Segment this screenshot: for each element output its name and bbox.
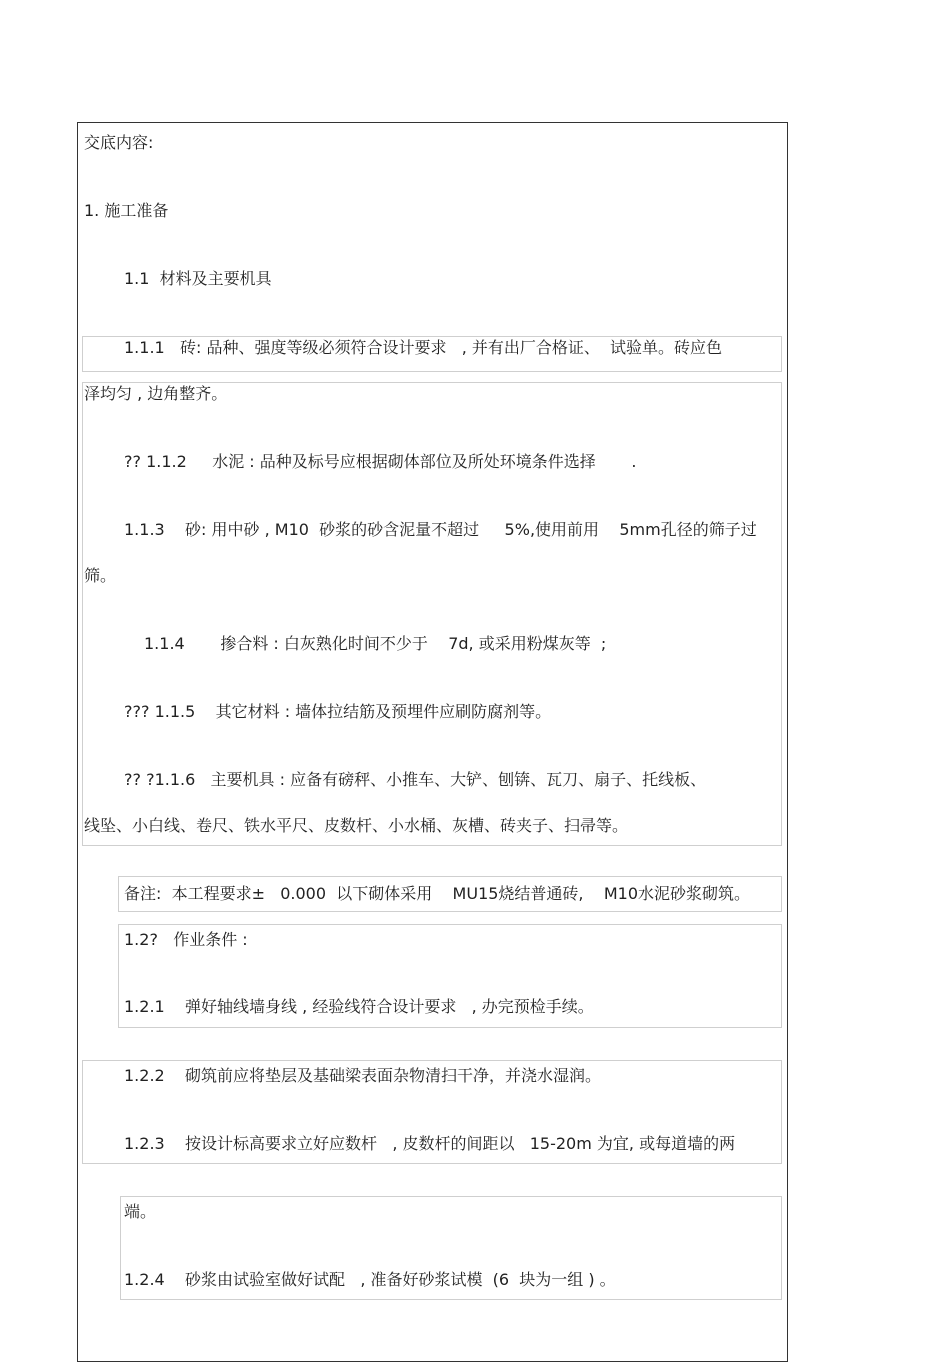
item-1-1-3-line2: 筛。 xyxy=(84,566,117,585)
item-1-1-5: ??? 1.1.5 其它材料 : 墙体拉结筋及预埋件应刷防腐剂等。 xyxy=(124,702,552,721)
item-1-1-3-line1: 1.1.3 砂: 用中砂 , M10 砂浆的砂含泥量不超过 5%,使用前用 5mm孔径的筛子过 xyxy=(124,520,757,539)
item-1-2-2: 1.2.2 砌筑前应将垫层及基础梁表面杂物清扫干净，并浇水湿润。 xyxy=(124,1066,602,1085)
item-1-1-2: ?? 1.1.2 水泥 : 品种及标号应根据砌体部位及所处环境条件选择 . xyxy=(124,452,637,471)
section-1-title: 1. 施工准备 xyxy=(84,201,169,220)
item-1-1-1-line2: 泽均匀 , 边角整齐。 xyxy=(84,384,228,403)
item-1-1-1-line1: 1.1.1 砖: 品种、强度等级必须符合设计要求 , 并有出厂合格证、 试验单。砖应色 xyxy=(124,338,723,357)
note-line: 备注: 本工程要求± 0.000 以下砌体采用 MU15烧结普通砖, M10水泥砂浆砌筑。 xyxy=(124,884,751,903)
disclosure-heading: 交底内容: xyxy=(84,133,154,152)
item-1-2-4: 1.2.4 砂浆由试验室做好试配 , 准备好砂浆试模 (6 块为一组 ) 。 xyxy=(124,1270,616,1289)
item-1-2-3-line2: 端。 xyxy=(124,1202,157,1221)
item-1-1-4: 1.1.4 掺合料 : 白灰熟化时间不少于 7d, 或采用粉煤灰等 ; xyxy=(144,634,607,653)
item-1-2-3-line1: 1.2.3 按设计标高要求立好应数杆 , 皮数杆的间距以 15-20m 为宜, 或每道墙的两 xyxy=(124,1134,736,1153)
item-1-1-6-line1: ?? ?1.1.6 主要机具 : 应备有磅秤、小推车、大铲、刨锛、瓦刀、扇子、托线板、 xyxy=(124,770,707,789)
item-1-1-6-line2: 线坠、小白线、卷尺、铁水平尺、皮数杆、小水桶、灰槽、砖夹子、扫帚等。 xyxy=(84,816,629,835)
item-1-2-1: 1.2.1 弹好轴线墙身线 , 经验线符合设计要求 , 办完预检手续。 xyxy=(124,997,594,1016)
section-1-2-title: 1.2? 作业条件 : xyxy=(124,930,248,949)
section-1-1-title: 1.1 材料及主要机具 xyxy=(124,269,272,288)
